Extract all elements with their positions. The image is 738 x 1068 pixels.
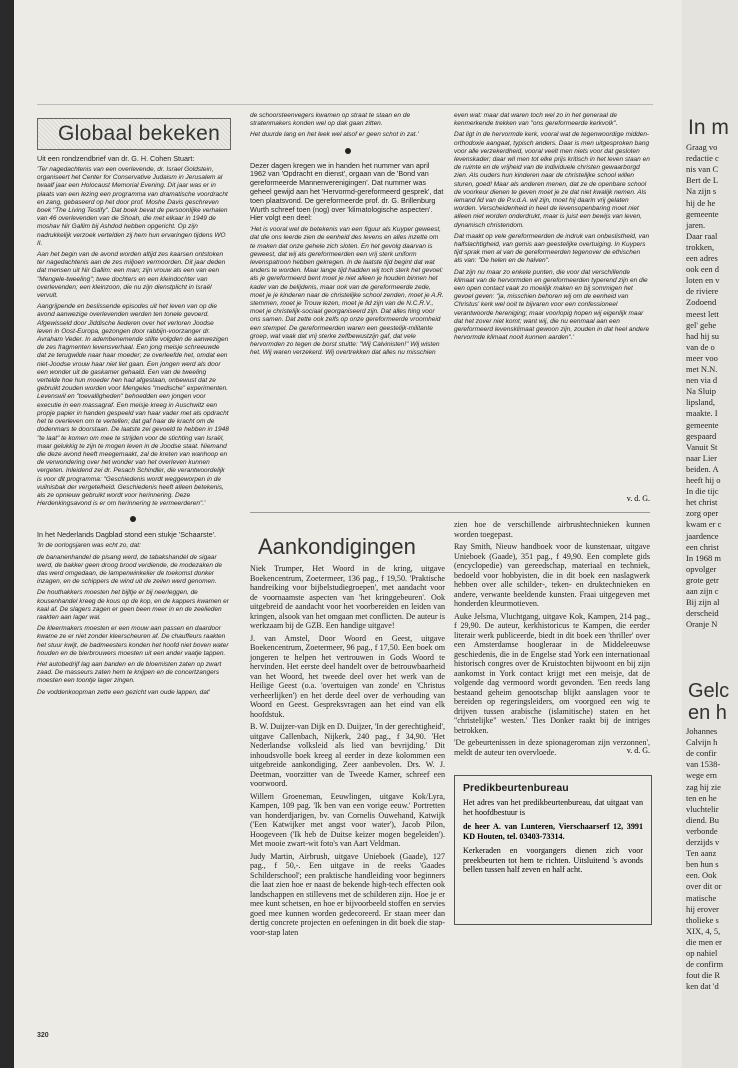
- next-page-line: een. Ook: [686, 870, 717, 881]
- next-page-line: ken dat 'd: [686, 981, 719, 992]
- quote-paragraph: Dat ligt in de hervormde kerk, vooral wat de tegenwoordige midden-orthodoxie aangaat, typisch anders. Daar is men uitgesproken bang voor alle verzekerdheid, vooral veelt men niets voor dat gesloten levenskader; daar wil men tot elke prijs kritisch in het leven staan en de ruimte en de vrijheid van de individuele christen gewaarborgd zien. Als ouders hun kinderen naar de christelijke school willen sturen, goed! Maar als anderen menen, dat ze de openbare school de voorkeur dienen te geven moet je ze dat niet kwalijk nemen. Als iemand lid van de P.v.d.A. wil zijn, moet hij daarin vrij gelaten worden. Verscheidenheid in heel de levensopenbaring moet niet alleen niet worden onderdrukt, maar is juist een bewijs van leven, dynamisch christendom.: [454, 131, 650, 229]
- next-page-line: ten en he: [686, 792, 717, 803]
- next-page-line: hij de he: [686, 197, 716, 208]
- next-page-line: grote getr: [686, 574, 719, 585]
- announcement-item: Willem Groeneman, Eeuwlingen, uitgave Kok/Lyra, Kampen, 109 pag. 'Ik ben van een vorige eeuw.' Portretten van honderdjarigen, bv. van Cornelis Ouwehand, Katwijk ('Een Katwijker met angst voor water'), Jacob Pilon, Hoogeveen ('Ik heb de Duitse keizer mogen begeleiden'). Met mooie zwart-wit foto's van Aart Veldman.: [250, 791, 445, 848]
- next-page-line: In die tijc: [686, 486, 719, 497]
- box-address: de heer A. van Lunteren, Vierschaarserf 12, 3991 KD Houten, tel. 03403-73314.: [463, 822, 643, 841]
- globaal-bekeken-header: [37, 118, 231, 150]
- quote-paragraph: Het autobedrijf lag aan banden en de bloemisten zaten op zwart zaad. De masseurs zaten hem te knijpen en de concertzangers moesten een toontje lager zingen.: [37, 660, 222, 685]
- next-page-line: heeft hij o: [686, 475, 721, 485]
- next-page-line: het christ: [686, 497, 718, 508]
- column-2-lower: [250, 564, 445, 1030]
- next-page-line: trokken,: [686, 241, 715, 252]
- next-page-heading: In m: [688, 116, 729, 139]
- quote-paragraph: Het duurde lang en het leek wel alsof er geen schot in zat.': [250, 131, 419, 139]
- separator-dot: [130, 516, 136, 522]
- announcement-item: Judy Martin, Airbrush, uitgave Unieboek (Gaade), 127 pag., f 50,-. Een uitgave in de reeks 'Gaades Schilderschool'; een praktische handleiding voor beginners die laat zien hoe er naast de bekende high-tech effecten ook landschappen en stillevens met de schilderen zijn. Hoe je er mee kunt schetsen, en hoe er bijvoorbeeld stoffen en servies goed mee kunnen worden gedecoreerd. Er staan meer dan dertig concrete projecten en oefeningen in dit boek die stap-voor-stap laten: [250, 851, 445, 937]
- next-page-line: Zodoend: [686, 297, 717, 308]
- intro-text: In het Nederlands Dagblad stond een stukje 'Schaarste'.: [37, 530, 216, 540]
- body-paragraph: Dezer dagen kregen we in handen het nummer van april 1962 van 'Opdracht en dienst', orgaan van de 'Bond van gereformeerde Mannenverenigingen'. Dat nummer was geheel gewijd aan het 'Hervormd-gereformeerd gesprek', dat toen plaatsvond. De gereformeerde prof. dr. G. Brillenburg Wurth schreef toen (nog) over 'klimatologische aspecten'. Hier volgt een deel:: [250, 160, 444, 223]
- next-page-line: ben hun s: [686, 859, 719, 870]
- next-page-line: derscheid: [686, 608, 719, 619]
- next-page-line: Bert de L: [686, 175, 719, 186]
- next-page-line: hij erover: [686, 903, 719, 914]
- next-page-line: van de o: [686, 341, 715, 352]
- next-page-line: Na Sluip: [686, 386, 716, 397]
- next-page-line: de confirm: [686, 959, 724, 970]
- box-title: Predikbeurtenbureau: [463, 782, 569, 794]
- next-page-line: gel' gehe: [686, 319, 717, 330]
- next-page-line: Johannes: [686, 726, 718, 736]
- next-page-heading-2: [688, 680, 729, 724]
- section-title: Globaal bekeken: [58, 122, 221, 145]
- next-page-line: jaren.: [686, 219, 706, 230]
- next-page-line: zag hij zie: [686, 781, 721, 792]
- box-paragraph: Kerkeraden en voorgangers dienen zich voor preekbeurten tot hem te richten. Uitsluitend 's avonds bellen tussen half zeven en half acht.: [463, 846, 643, 874]
- next-page-line: verbonde: [686, 825, 718, 836]
- next-page-line: tholieke s: [686, 914, 719, 925]
- next-page-line: van 1538-: [686, 759, 721, 770]
- next-page-line: Bij zijn al: [686, 597, 720, 608]
- quote-paragraph: de schoorsteenvegers kwamen op straat te staan en de stratenmakers konden wel op dak gaan zitten.: [250, 112, 411, 128]
- signature: v. d. G.: [626, 746, 650, 755]
- next-page-line: op nahiel: [686, 948, 718, 958]
- next-page-line: Calvijn h: [686, 737, 718, 748]
- next-page-line: Na zijn s: [686, 186, 717, 197]
- quote-paragraph: 'Ter nagedachtenis van een overlevende, dr. Israel Goldstein, organiseert het Center for Conservative Judaism in Jerusalem al twaalf jaar een Holocaust Memorial Evening. Dit jaar was er in plaats van een lezing een programma van dramatische voordracht en zang, gebaseerd op het door prof. Moshe Davis geschreven boek "The Living Testify". Dat boek bevat de persoonlijke verhalen van 46 overlevenden van de Shoah, die met elkaar in 1949 de moshav Nir Gallim bij Ashdod hebben opgericht. Op zijn nadrukkelijk verzoek vertelden zij hem hun ervaringen tijdens WO II.: [37, 166, 228, 247]
- next-page-line: Graag vo: [686, 142, 718, 152]
- aankondigingen-heading: Aankondigingen: [258, 534, 416, 559]
- quote-paragraph: 'Het is vooral wel de betekenis van een figuur als Kuyper geweest, dat die ons leerde zien de eenheid des levens en alles inzette om te maken dat onze gehele zich sloten. En het gevolg daarvan is geweest, dat wij als gereformeerden een vrij sterk uniform levenspatroon hebben gekregen. In de laatste tijd begint dat wat anders te worden. Maar lange tijd hadden wij toch sterk het gevoel: als je gereformeerd bent moet je niet alleen je houden binnen het kader van de belijdenis, maar ook van de gereformeerde zede, moet je je kinderen naar de christelijke school zenden, moet je A.R. stemmen, moet je Trouw lezen, moet je lid zijn van de N.C.R.V., moet je christelijk-sociaal georganiseerd zijn. Dat alles hing voor ons samen. Dat zette ook zelfs op onze gereformeerde vroomheid een stempel. De gereformeerden waren een geestelijk-militante groep, wat vaak dat vrij sterke zelfbewustzijn gaf, dat vele hervormden zo tegen de borst stuitte: "Wij Calvinisten!" Wij wisten het. Wij waren verzekerd. Wij overtrekken dat alles nu misschien: [250, 226, 444, 357]
- next-page-line: met N.N.: [686, 364, 718, 374]
- next-page-line: gemeente: [686, 419, 719, 430]
- quote-paragraph: De houthakkers moesten het bijltje er bij neerleggen, de kousenhandel kreeg de kous op de kop, en de kappers kwamen er kaal af. De slagers zagen er geen been meer in en de zeelieden raakten aan lager wal.: [37, 589, 229, 621]
- announcement-item: J. van Amstel, Door Woord en Geest, uitgave Boekencentrum, Zoetermeer, 96 pag., f 17,50. Een boek om jongeren te helpen het vertrouwen in Gods Woord te hervinden. Het eerste deel handelt over de betrouwbaarheid van het Woord, het tweede deel over het werk van de Heilige Geest (o.a. 'overtuigen van zonde' en 'Christus verheerlijken') en het derde deel over de verhouding van Woord en Geest. Gespreksvragen aan het eind van elk hoofdstuk.: [250, 633, 445, 719]
- quote-paragraph: Dat zijn nu maar zo enkele punten, die voor dat verschillende klimaat van de hervormden en gereformeerden typerend zijn en die een open contact vaak zo moeilijk maken en bij sommigen het gevoel geven: "ja, misschien behoren wij om de eenheid van Christus' kerk wel ooit te bijvaren voor een confessioneel verantwoorde hereniging; maar voorlopig hopen wij eigenlijk maar dat het zover niet komt; want wij, die nu eenmaal aan een gereformeerd levensklimaat gewoon zijn, zouden in dat heel andere hervormde klimaat nooit kunnen aarden".': [454, 268, 650, 342]
- next-page-line: Daar raal: [686, 230, 718, 241]
- announcement-item: zien hoe de verschillende airbrushtechnieken kunnen worden toegepast.: [454, 520, 650, 539]
- next-page-line: Oranje N: [686, 619, 718, 630]
- next-page-line: de confir: [686, 748, 717, 759]
- next-page-line: zorg oper: [686, 508, 719, 519]
- heading-line: en h: [688, 702, 727, 724]
- next-page-line: opvolger: [686, 563, 717, 574]
- next-page-line: In 1968 m: [686, 552, 721, 563]
- next-page-line: jaardence: [686, 530, 719, 541]
- next-page-line: gemeente: [686, 208, 719, 219]
- next-page-line: nen via d: [686, 375, 718, 386]
- next-page-line: redactie c: [686, 153, 719, 164]
- announcement-item: B. W. Duijzer-van Dijk en D. Duijzer, 'In der gerechtigheid', uitgave Callenbach, Nijkerk, 240 pag., f 34,90. 'Het Nederlandse volksleid als lied van bevrijding.' Dit inhoudsvolle boek kreeg al eerder in deze kolommen een uitgebreide aankondiging. Zeer aanbevolen. Drs. W. J. Deetman, voorzitter van de Tweede Kamer, schreef een voorwoord.: [250, 722, 445, 788]
- quote-paragraph: Dat maakt op vele gereformeerden de indruk van onbeslistheid, van halfslachtigheid, van gemis aan geestelijke overtuiging. In Kuypers tijd sprak men al van de gereformeerden tegenover de ethischen als van: "De helen en de halven".: [454, 232, 650, 265]
- announcement-item: Niek Trumper, Het Woord in de kring, uitgave Boekencentrum, Zoetermeer, 136 pag., f 19,50. 'Praktische handreiking voor bijbelstudiegroepen', met aandacht voor de voornaamste aspecten van 'het kringgebeuren'. Ook uitgebreid de aandacht voor het voorbereiden en leiden van kringen, alsook van het omgaan met conflicten. De auteur is werkzaam bij de GZB. Een handige uitgave!: [250, 564, 445, 630]
- next-page-line: nis van C: [686, 164, 719, 175]
- quote-paragraph: Aangrijpende en beslissende episodes uit het leven van op die avond aanwezige overlevenden werden ten tonele gevoerd. Afgewisseld door Jiddische liederen over het verloren Joodse leven in Oost-Europa, gezongen door rabbijn-voorzanger dr. Avraham Veder. In adembenemende stilte volgden de aanwezigen de zes fragmenten levensverhaal. Een jong meisje schreeuwde dat ze terugwilde naar haar moeder; ze overleefde het, omdat een niet-Joodse vrouw haar niet liet gaan. Een jongen werd als door een wonder uit de gaskamer gehaald. Een van de tweeling vertelde hoe hun moeder hen had afgestaan, onbewust dat ze gebruikt zouden worden voor Mengeles "medische" experimenten. Levenswil en "toevalligheden" behoedden een jongen voor executie in een massagraf. Een meisje kreeg in Auschwitz een propje papier in handen gespeeld van haar vader met als opdracht het te overleven om te vertellen; dat gaf haar de kracht om de dodenmars te doorstaan. De laatste zei gevoeld te hebben in 1948 "te laat" te komen om mee te strijden voor de stichting van Israël, maar gelukkig te zijn te mogen leven in de Joodse staat. Niemand die deze avond heeft meegemaakt, zal de kreten van wanhoop en de verwondering over het wonder van het overleven kunnen vergeten. Inleidend zei dr. Pesach Schindler, die verantwoordelijk is voor dit programma: "Geschiedenis wordt weggeworpen in de vuilnisbak der vergetelheid. Geschiedenis heeft alleen betekenis, als ze opnieuw gebruikt wordt voor herinnering. Deze Herdenkingsavond is er om herinnering te vermeerderen".': [37, 303, 229, 508]
- next-page-line: kwam er c: [686, 519, 722, 530]
- next-page-line: Vanuit St: [686, 441, 718, 452]
- section-divider: [250, 512, 650, 513]
- next-page-line: ook een d: [686, 264, 720, 275]
- separator-dot: [345, 148, 351, 154]
- next-page-line: aan zijn c: [686, 586, 719, 596]
- next-page-line: die men er: [686, 936, 722, 947]
- predikbeurtenbureau-box: [454, 775, 652, 925]
- next-page-line: een adres: [686, 253, 718, 263]
- next-page-line: derzijds v: [686, 837, 720, 847]
- next-page-line: de riviere: [686, 286, 719, 297]
- next-page-line: een christ: [686, 541, 719, 552]
- column-1: [37, 154, 229, 1030]
- quote-paragraph: de bananenhandel de pisang werd, de tabakshandel de sigaar werd, de bakker geen droog brood verdiende, de modezaken de das werd omgedaan, de lampenwinkelier de toekomst donker inzagen, en de schippers de wind uit de zeilen werd genomen.: [37, 553, 223, 586]
- box-paragraph: Het adres van het predikbeurtenbureau, dat uitgaat van het hoofdbestuur is: [463, 798, 643, 817]
- next-page-line: gespaard: [686, 430, 717, 441]
- next-page-line: wege ern: [686, 770, 717, 781]
- quote-paragraph: Aan het begin van de avond worden altijd zes kaarsen ontstoken ter nagedachtenis aan de zes miljoen vermoorden. Dit jaar deden dat mensen uit Nir Gallim: een man; zijn vrouw als een van een "Mengele-tweeling"; twee dochters en een kleindochter van overlevenden; een kleinzoon, die nu zijn dienstplicht in Israël vervult.: [37, 251, 226, 300]
- next-page-line: fout die R: [686, 970, 720, 981]
- next-page-line: XIX, 4, 5,: [686, 925, 721, 936]
- next-page-line: Ten aanz: [686, 848, 717, 859]
- next-page-line: beiden. A: [686, 463, 719, 474]
- next-page-line: naar Lier: [686, 452, 717, 463]
- next-page-line: meer voo: [686, 352, 718, 363]
- heading-line: Gelc: [688, 680, 730, 702]
- page-number: 320: [37, 1032, 49, 1039]
- next-page-line: vluchtelir: [686, 803, 719, 814]
- intro-text: Uit een rondzendbrief van dr. G. H. Cohen Stuart:: [37, 154, 195, 163]
- next-page-line: loten en v: [686, 275, 720, 286]
- announcement-item: 'De gebeurtenissen in deze spionageroman zijn verzonnen', meldt de auteur ten overvloede.: [454, 738, 650, 757]
- column-2-upper: [250, 112, 445, 517]
- next-page-line: lipsland,: [686, 397, 716, 408]
- signature: v. d. G.: [626, 494, 650, 503]
- announcement-item: Ray Smith, Nieuw handboek voor de kunstenaar, uitgave Unieboek (Gaade), 351 pag., f 49,90. Een complete gids (encyclopedie) van gereedschap, materiaal en techniek, bedoeld voor hobbyisten, die in dit boek een naslagwerk hebben over alle schilder-, teken- en druktechnieken en andere, verwante beeldende kunsten. Fraai uitgegeven met honderden kleurmotieven.: [454, 542, 650, 608]
- next-page-line: meest lett: [686, 308, 719, 319]
- column-3-upper: [454, 112, 650, 507]
- top-rule: [37, 104, 653, 105]
- quote-paragraph: 'In de oorlogsjaren was echt zo, dat:: [37, 542, 141, 550]
- next-page-edge: [682, 0, 738, 1068]
- quote-paragraph: De voddenkoopman zette een gezicht van oude lappen, dat': [37, 688, 210, 696]
- next-page-line: had hij su: [686, 330, 720, 341]
- quote-paragraph: even wat: maar dat waren toch wel zo in het generaal de kenmerkende trekken van "ons gereformeerde kerkvolk".: [454, 112, 618, 128]
- announcement-item: Auke Jelsma, Vluchtgang, uitgave Kok, Kampen, 214 pag., f 29,90. De auteur, kerkhistoricus te Kampen, die eerder literair werk publiceerde, biedt in dit boek een 'thriller' over een Amsterdamse hoogleraar in de Middeleeuwse geschiedenis, die in de Engelse stad York een internationaal historisch congres over de Kruistochten bijwoont en bij zijn aankomst in York contact krijgt met een meisje, dat de volgende dag vermoord wordt gevonden. 'Een reeds lang bestaand geheim genootschap blijkt aanslagen voor te bereiden op regeringsleiders, om voorgoed een wig te drijven tussen arabische (islamitische) staten en het "christelijke" westen.' Ties Donker raakt bij de intriges betrokken.: [454, 611, 650, 735]
- quote-paragraph: De kleermakers moesten er een mouw aan passen en daardoor kwame ze er niet zonder kleerscheuren af. De chauffeurs raakten het stuur kwijt, de badmeesters konden het hoofd niet boven water houden en de bierbrouwers moesten uit een ander vaatje tappen.: [37, 625, 229, 657]
- next-page-line: diend. Bu: [686, 814, 720, 825]
- next-page-line: maakte. I: [686, 408, 718, 419]
- next-page-line: over dit or: [686, 881, 722, 892]
- next-page-line: matische: [686, 892, 717, 903]
